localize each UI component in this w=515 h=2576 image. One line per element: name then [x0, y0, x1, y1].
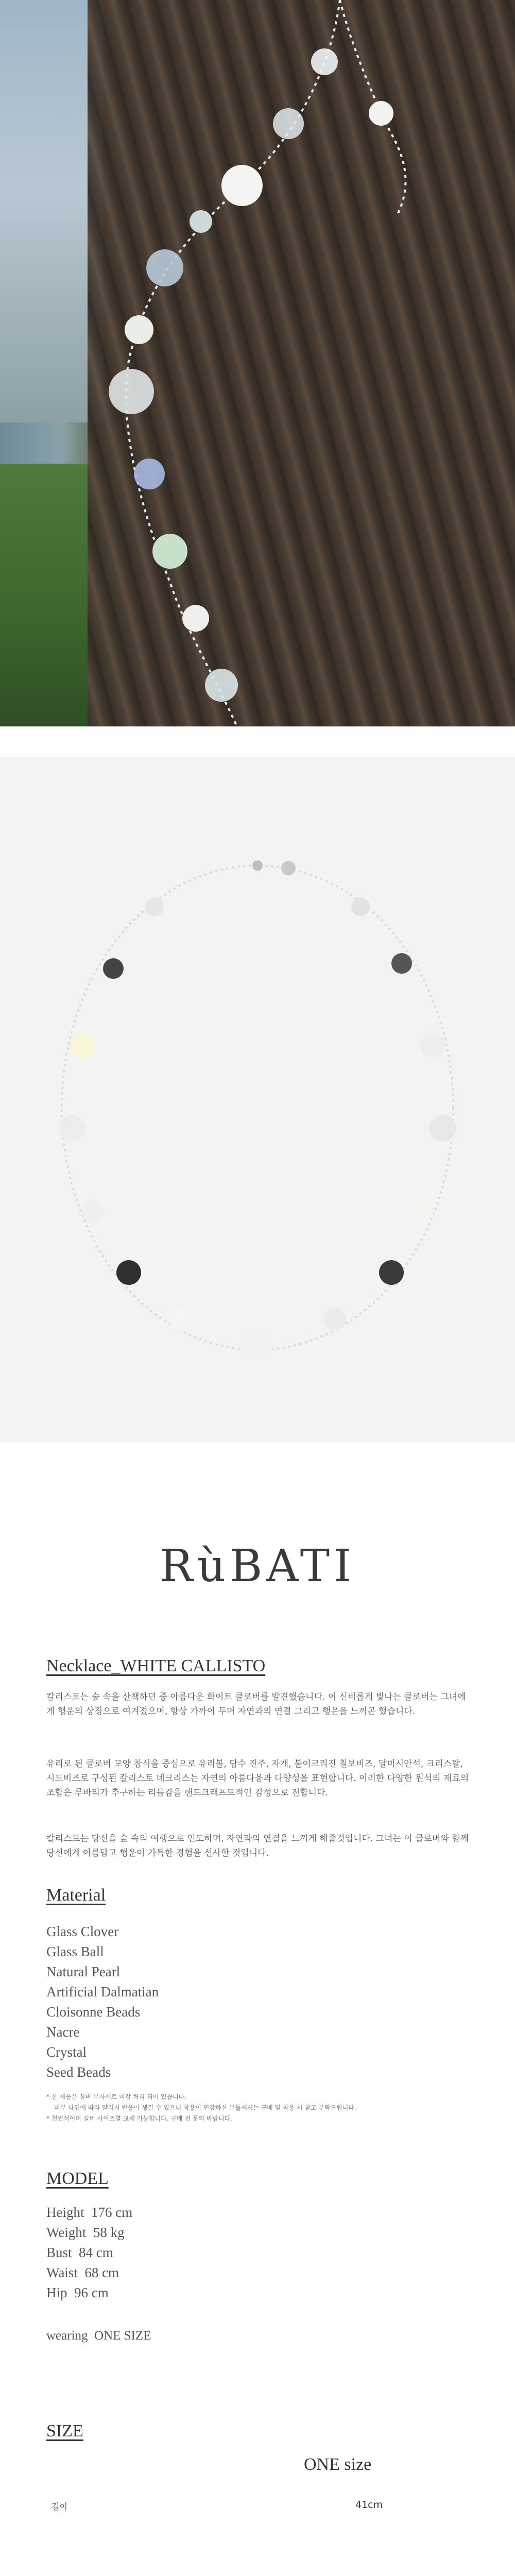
model-spec-value: 96 cm [74, 2285, 109, 2300]
model-spec-value: 58 kg [93, 2225, 125, 2240]
material-note: * 본 제품은 실버 부자재로 미감 처리 되어 있습니다. [46, 2093, 187, 2100]
material-item: Natural Pearl [46, 1964, 121, 1979]
material-item: Seed Beads [46, 2064, 111, 2080]
size-row-value: 41cm [355, 2499, 383, 2511]
size-row-label: 길이 [52, 2502, 67, 2512]
model-title: MODEL [46, 2169, 109, 2188]
material-item: Crystal [46, 2044, 87, 2060]
model-spec-value: 68 cm [84, 2265, 119, 2280]
model-spec-label: Hip [46, 2285, 67, 2300]
material-note: 피부 타입에 따라 알러지 반응이 생길 수 있으니 착용이 민감하신 분들께서는 구매 및 착용 시 참고 부탁드립니다. [46, 2104, 356, 2111]
material-item: Artificial Dalmatian [46, 1984, 159, 1999]
model-spec-label: Bust [46, 2245, 72, 2260]
material-item: Nacre [46, 2024, 80, 2040]
size-column-header: ONE size [304, 2455, 372, 2474]
model-spec-row [46, 2202, 132, 2223]
model-spec-label: Weight [46, 2225, 87, 2240]
product-description-2: 유리로 된 클로버 모양 참식을 중심으로 유리볼, 담수 진주, 자개, 불이크리진 칠보비즈, 달미시안석, 크리스탈, 시드비즈로 구성된 칼리스토 네크리스는 자연의 아름다움과 다양성을 표현합니다. 이러한 다양한 원석의 재료의 조합은 루바티가 추구하는 리듬감을 핸드크래프트적인 감성으로 전합니다. [46, 1759, 469, 1798]
necklace-on-bark-illustration [0, 0, 515, 726]
material-item: Glass Ball [46, 1944, 104, 1959]
product-description-1: 칼리스토는 숲 속을 산책하던 중 아름다운 화이트 클로버를 발견했습니다. 이 신비롭게 빛나는 클로버는 그녀에게 행운의 상징으로 여겨졌으며, 항상 가까이 두며 자연과의 연결 그리고 행운을 느끼곤 했습니다. [46, 1692, 466, 1717]
material-item: Glass Clover [46, 1924, 119, 1939]
material-title: Material [46, 1886, 106, 1905]
model-spec-list [46, 2202, 132, 2303]
model-spec-row [46, 2263, 132, 2283]
model-spec-row [46, 2223, 132, 2243]
model-wearing-size: wearing ONE SIZE [46, 2329, 151, 2343]
hero-photo-tree [0, 0, 515, 726]
product-photo [0, 757, 515, 1443]
size-title: SIZE [46, 2421, 83, 2441]
material-item: Cloisonne Beads [46, 2004, 141, 2020]
necklace-flatlay-illustration [0, 757, 515, 1443]
brand-logo: RùBATI [159, 1540, 356, 1592]
model-spec-row [46, 2243, 132, 2263]
model-spec-label: Height [46, 2205, 84, 2220]
model-spec-value: 176 cm [91, 2205, 133, 2220]
product-name: Necklace_WHITE CALLISTO [46, 1656, 266, 1675]
material-notes [46, 2092, 500, 2124]
model-spec-row [46, 2283, 132, 2303]
material-list [46, 1922, 159, 2082]
model-spec-label: Waist [46, 2265, 78, 2280]
product-description-3: 칼리스토는 당신을 숲 속의 여행으로 인도하며, 자연과의 연결을 느끼게 해줄것입니다. 그녀는 이 클로버와 함께 당신에게 아름답고 행운이 가득한 경험을 선사할 것입니다. [46, 1834, 469, 1858]
model-spec-value: 84 cm [79, 2245, 113, 2260]
material-note: * 천연석이며 실버 사이즈별 교체 가능합니다. 구매 전 문의 바랍니다. [46, 2115, 232, 2122]
